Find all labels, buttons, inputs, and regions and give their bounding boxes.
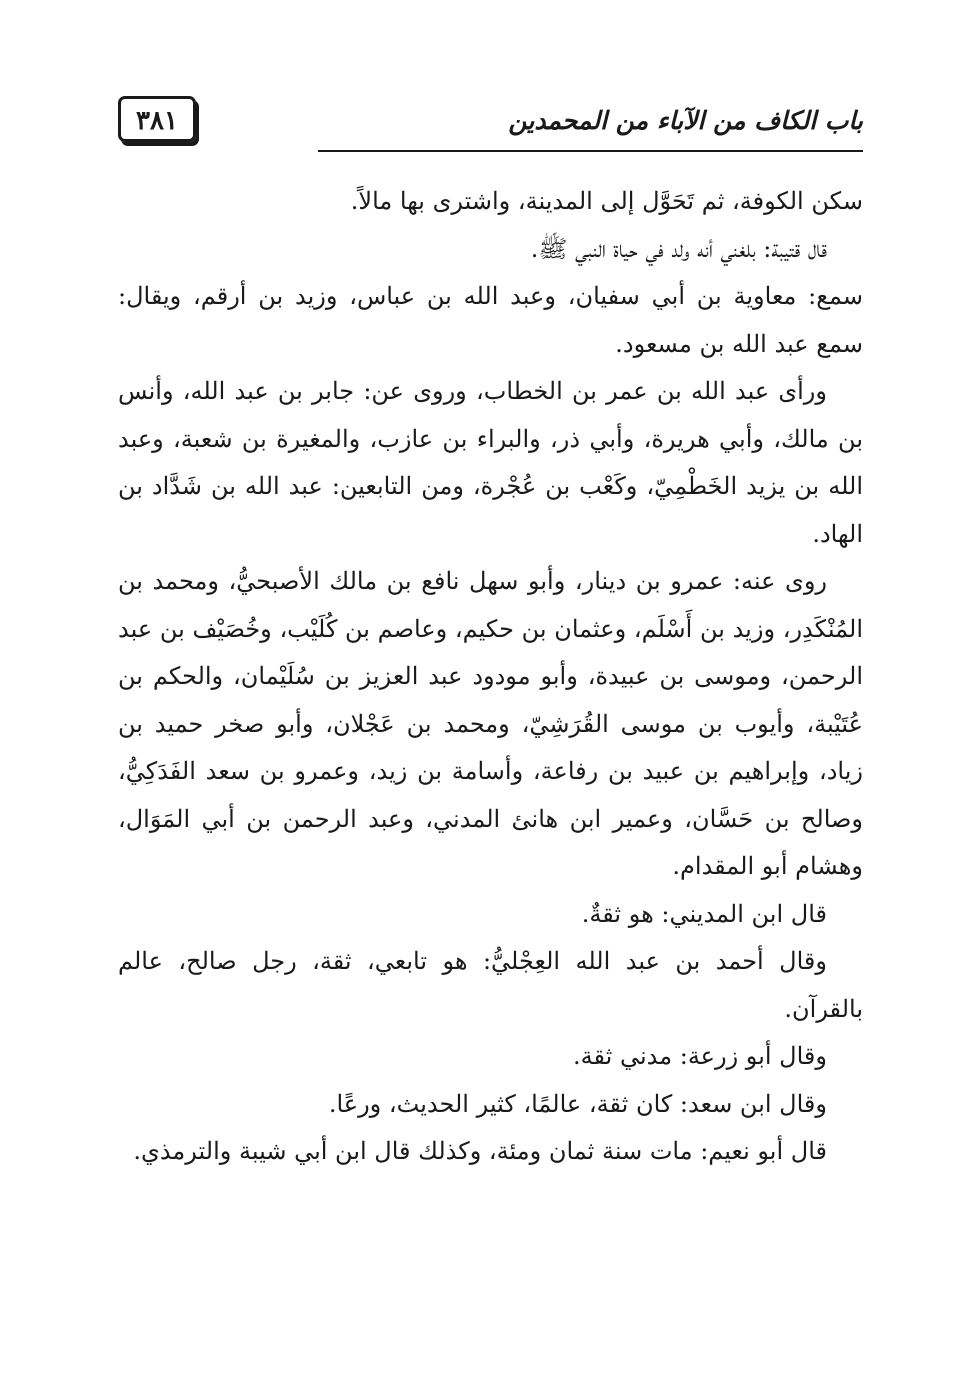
paragraph: قال قتيبة: بلغني أنه ولد في حياة النبي ﷺ. bbox=[530, 234, 827, 263]
paragraph: سكن الكوفة، ثم تَحَوَّل إلى المدينة، واشترى بها مالاً. bbox=[350, 187, 863, 215]
page-number: ٣٨١ bbox=[118, 96, 196, 142]
running-title: باب الكاف من الآباء من المحمدين bbox=[508, 106, 863, 135]
paragraph: وقال ابن سعد: كان ثقة، عالمًا، كثير الحديث، ورعًا. bbox=[328, 1089, 827, 1118]
paragraph: قال ابن المديني: هو ثقةٌ. bbox=[581, 899, 827, 928]
paragraph: سمع: معاوية بن أبي سفيان، وعبد الله بن عباس، وزيد بن أرقم، ويقال: سمع عبد الله بن مسعود. bbox=[118, 282, 863, 358]
paragraph: قال أبو نعيم: مات سنة ثمان ومئة، وكذلك قال ابن أبي شيبة والترمذي. bbox=[133, 1137, 827, 1165]
paragraph: ورأى عبد الله بن عمر بن الخطاب، وروى عن: جابر بن عبد الله، وأنس بن مالك، وأبي هريرة، وأبي ذر، والبراء بن عازب، والمغيرة بن شعبة، وعبد الله بن يزيد الخَطْمِيّ، وكَعْب بن عُجْرة، ومن التابعين: عبد الله بن شَدَّاد بن الهاد. bbox=[118, 377, 864, 548]
paragraph: روى عنه: عمرو بن دينار، وأبو سهل نافع بن مالك الأصبحيُّ، ومحمد بن المُنْكَدِر، وزيد بن أَسْلَم، وعثمان بن حكيم، وعاصم بن كُلَيْب، وخُصَيْف بن عبد الرحمن، وموسى بن عبيدة، وأبو مودود عبد العزيز بن سُلَيْمان، والحكم بن عُتَيْبة، وأيوب بن موسى القُرَشِيّ، ومحمد بن عَجْلان، وأبو صخر حميد بن زياد، وإبراهيم بن عبيد بن رفاعة، وأسامة بن زيد، وعمرو بن سعد الفَدَكِيُّ، وصالح بن حَسَّان، وعمير ابن هانئ المدني، وعبد الرحمن بن أبي المَوَال، وهشام أبو المقدام. bbox=[118, 567, 863, 880]
paragraph: وقال أبو زرعة: مدني ثقة. bbox=[573, 1042, 827, 1070]
page-header bbox=[118, 96, 863, 152]
header-rule bbox=[318, 150, 863, 152]
body-text bbox=[118, 178, 863, 1176]
paragraph: وقال أحمد بن عبد الله العِجْليُّ: هو تابعي، ثقة، رجل صالح، عالم بالقرآن. bbox=[118, 947, 863, 1023]
